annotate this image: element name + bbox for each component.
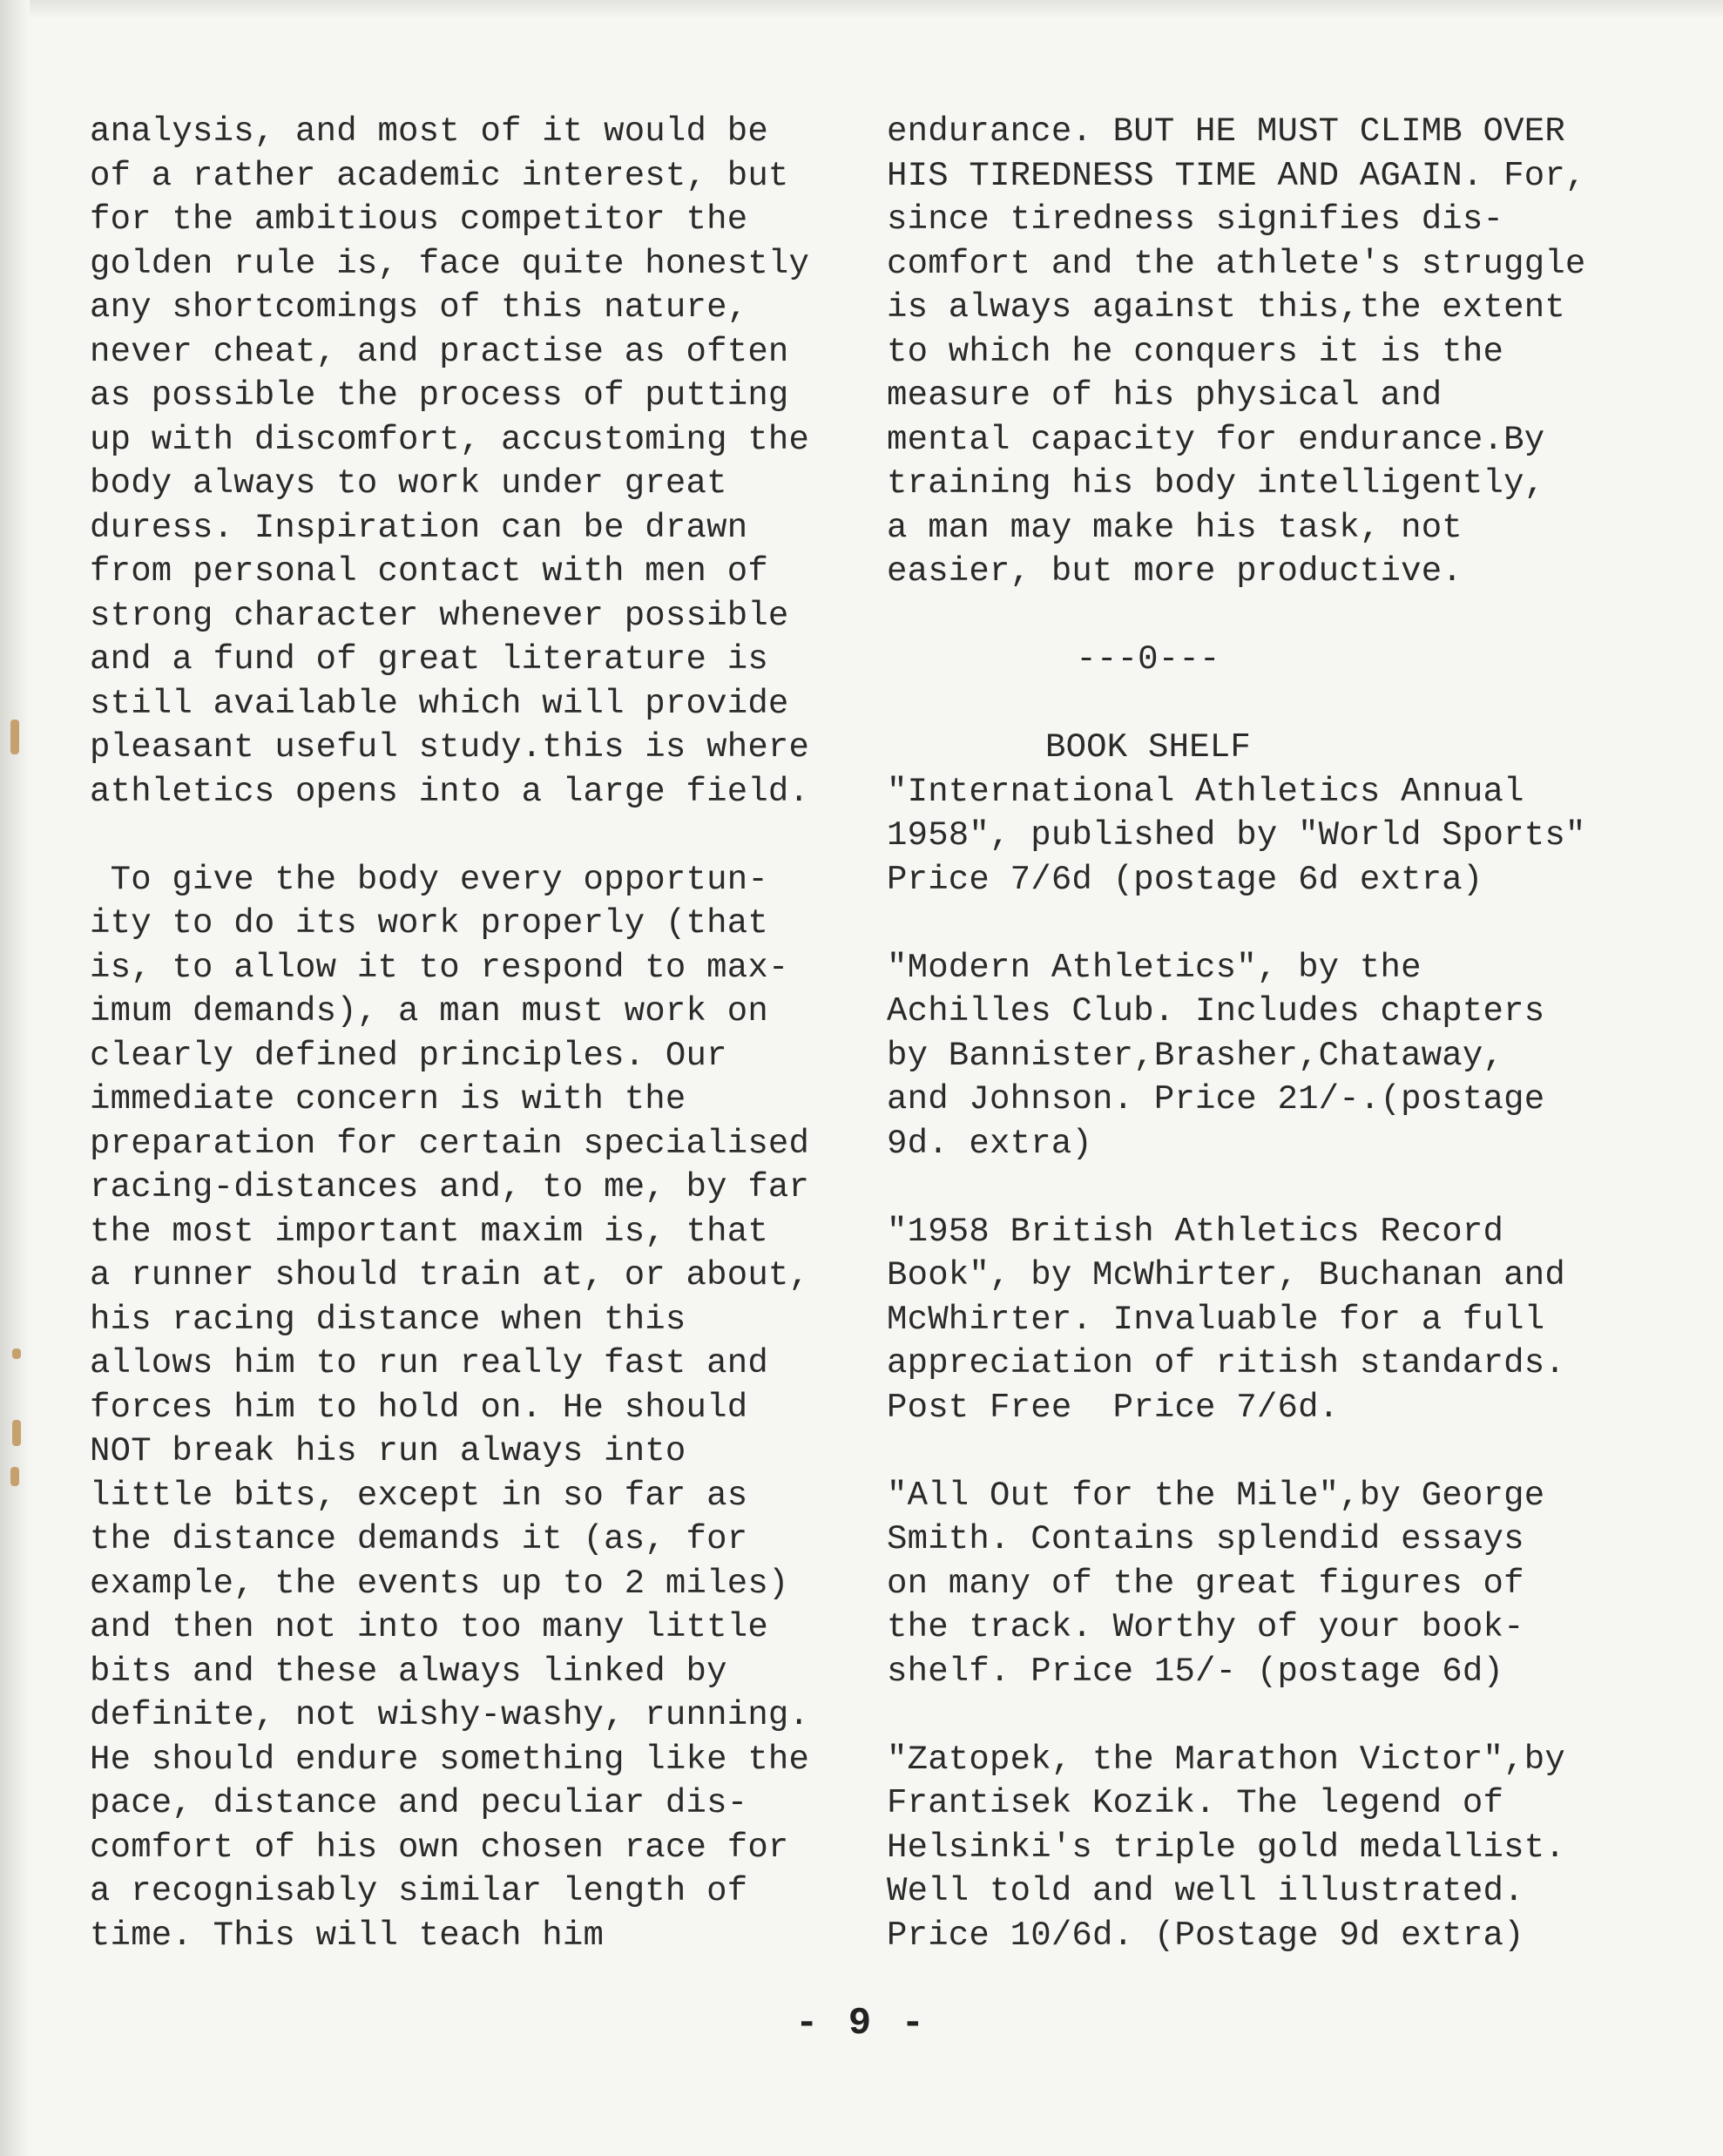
book-entry-line: Smith. Contains splendid essays — [887, 1520, 1524, 1558]
body-text-line: preparation for certain specialised — [90, 1124, 810, 1163]
body-text-line: duress. Inspiration can be drawn — [90, 508, 748, 547]
book-entry-line: 9d. extra) — [887, 1124, 1093, 1163]
paragraph-gap — [887, 1429, 1671, 1474]
binding-mark — [12, 1348, 21, 1359]
book-entry-line: "Modern Athletics", by the — [887, 948, 1422, 987]
binding-mark — [10, 1467, 19, 1486]
body-text-line: allows him to run really fast and — [90, 1344, 768, 1382]
page-top-edge — [0, 0, 1723, 19]
body-text-line: since tiredness signifies dis- — [887, 200, 1504, 239]
book-entry-line: and Johnson. Price 21/-.(postage — [887, 1080, 1545, 1119]
paragraph-gap — [887, 594, 1671, 639]
body-text-line: a runner should train at, or about, — [90, 1256, 810, 1294]
body-text-line: little bits, except in so far as — [90, 1476, 748, 1515]
body-text-line: body always to work under great — [90, 464, 727, 503]
body-text-line: pace, distance and peculiar dis- — [90, 1784, 748, 1822]
page-binding-shadow — [0, 0, 30, 2156]
body-text-line: He should endure something like the — [90, 1740, 810, 1779]
book-entry-line: Price 10/6d. (Postage 9d extra) — [887, 1916, 1524, 1955]
book-entry-line: McWhirter. Invaluable for a full — [887, 1300, 1545, 1339]
body-text-line: the distance demands it (as, for — [90, 1520, 748, 1558]
book-entry-line: on many of the great figures of — [887, 1564, 1524, 1603]
body-text-line: To give the body every opportun- — [90, 860, 768, 899]
body-text-line: a man may make his task, not — [887, 508, 1463, 547]
body-text-line: comfort and the athlete's struggle — [887, 244, 1586, 283]
body-text-line: and then not into too many little — [90, 1608, 768, 1646]
body-text-line: example, the events up to 2 miles) — [90, 1564, 789, 1603]
book-entry-line: Book", by McWhirter, Buchanan and — [887, 1256, 1565, 1294]
body-text-line: is, to allow it to respond to max- — [90, 948, 789, 987]
paragraph-gap — [887, 1166, 1671, 1210]
body-text-line: forces him to hold on. He should — [90, 1388, 748, 1427]
paragraph-gap — [887, 682, 1671, 727]
body-text-line: NOT break his run always into — [90, 1432, 686, 1470]
body-text-line: from personal contact with men of — [90, 552, 768, 591]
book-entry-line: Price 7/6d (postage 6d extra) — [887, 860, 1483, 899]
book-entry-line: Helsinki's triple gold medallist. — [887, 1828, 1565, 1867]
body-text-line: the most important maxim is, that — [90, 1212, 768, 1251]
body-text-line: golden rule is, face quite honestly — [90, 244, 810, 283]
book-entry-line: Achilles Club. Includes chapters — [887, 992, 1545, 1031]
body-text-line: strong character whenever possible — [90, 596, 789, 635]
body-text-line: of a rather academic interest, but — [90, 156, 789, 195]
body-text-line: bits and these always linked by — [90, 1652, 727, 1691]
body-text-line: and a fund of great literature is — [90, 640, 768, 679]
book-entry-line: the track. Worthy of your book- — [887, 1608, 1524, 1646]
book-entry-line: 1958", published by "World Sports" — [887, 816, 1586, 855]
body-text-line: training his body intelligently, — [887, 464, 1545, 503]
body-text-line: never cheat, and practise as often — [90, 332, 789, 371]
body-text-line: HIS TIREDNESS TIME AND AGAIN. For, — [887, 156, 1586, 195]
body-text-line: to which he conquers it is the — [887, 332, 1504, 371]
body-text-line: definite, not wishy-washy, running. — [90, 1696, 810, 1734]
left-column — [90, 110, 874, 1957]
body-text-line: any shortcomings of this nature, — [90, 288, 748, 327]
body-text-line: endurance. BUT HE MUST CLIMB OVER — [887, 112, 1565, 151]
book-entry-line: by Bannister,Brasher,Chataway, — [887, 1036, 1504, 1075]
body-text-line: is always against this,the extent — [887, 288, 1565, 327]
page-number: - 9 - — [794, 2002, 929, 2045]
body-text-line: still available which will provide — [90, 684, 789, 723]
body-text-line: mental capacity for endurance.By — [887, 420, 1545, 459]
book-entry-line: "International Athletics Annual — [887, 772, 1524, 811]
book-entry-line: "Zatopek, the Marathon Victor",by — [887, 1740, 1565, 1779]
body-text-line: his racing distance when this — [90, 1300, 686, 1339]
book-entry-line: "All Out for the Mile",by George — [887, 1476, 1545, 1515]
body-text-line: as possible the process of putting — [90, 376, 789, 415]
book-shelf-heading: BOOK SHELF — [1044, 728, 1252, 767]
body-text-line: pleasant useful study.this is where — [90, 728, 810, 767]
body-text-line: comfort of his own chosen race for — [90, 1828, 789, 1867]
paragraph-gap — [90, 814, 874, 858]
body-text-line: easier, but more productive. — [887, 552, 1463, 591]
book-entry-line: "1958 British Athletics Record — [887, 1212, 1504, 1251]
body-text-line: immediate concern is with the — [90, 1080, 686, 1119]
section-divider: ---0--- — [1076, 640, 1220, 679]
body-text-line: racing-distances and, to me, by far — [90, 1168, 810, 1206]
right-column — [887, 110, 1671, 1957]
body-text-line: ity to do its work properly (that — [90, 904, 768, 943]
body-text-line: analysis, and most of it would be — [90, 112, 768, 151]
book-entry-line: Well told and well illustrated. — [887, 1872, 1524, 1910]
body-text-line: for the ambitious competitor the — [90, 200, 748, 239]
book-entry-line: Frantisek Kozik. The legend of — [887, 1784, 1504, 1822]
body-text-line: clearly defined principles. Our — [90, 1036, 727, 1075]
binding-mark — [12, 1420, 21, 1446]
body-text-line: athletics opens into a large field. — [90, 772, 810, 811]
body-text-line: time. This will teach him — [90, 1916, 605, 1955]
body-text-line: measure of his physical and — [887, 376, 1443, 415]
body-text-line: imum demands), a man must work on — [90, 992, 768, 1031]
book-entry-line: shelf. Price 15/- (postage 6d) — [887, 1652, 1504, 1691]
binding-mark — [10, 720, 19, 754]
book-entry-line: Post Free Price 7/6d. — [887, 1388, 1340, 1427]
body-text-line: up with discomfort, accustoming the — [90, 420, 810, 459]
paragraph-gap — [887, 1693, 1671, 1738]
body-text-line: a recognisably similar length of — [90, 1872, 748, 1910]
book-entry-line: appreciation of ritish standards. — [887, 1344, 1565, 1382]
paragraph-gap — [887, 902, 1671, 946]
